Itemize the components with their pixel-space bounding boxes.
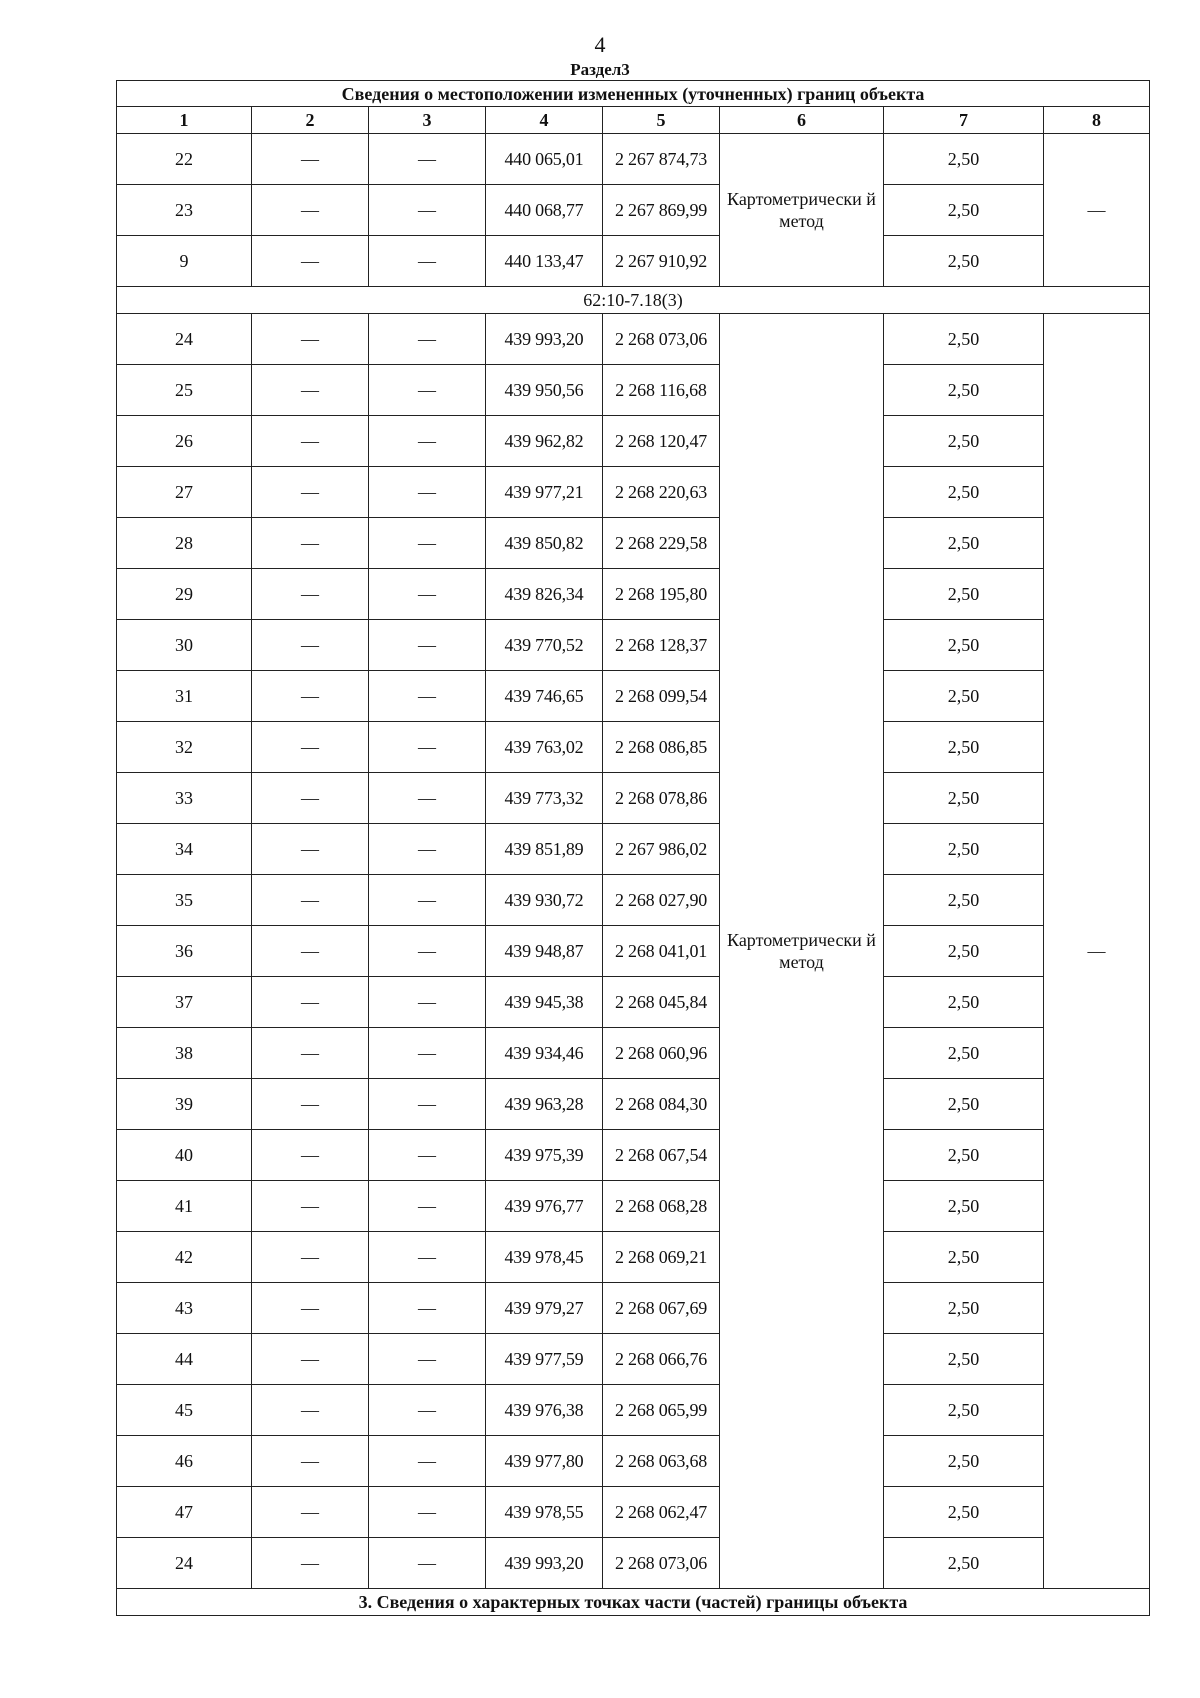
accuracy-cell: 2,50 (884, 134, 1044, 185)
x-coordinate-cell: 439 975,39 (486, 1130, 603, 1181)
y-coordinate-cell: 2 268 128,37 (603, 620, 720, 671)
x-coordinate-cell: 439 934,46 (486, 1028, 603, 1079)
column-2-cell: — (252, 773, 369, 824)
column-3-cell: — (369, 1538, 486, 1589)
column-header-8: 8 (1044, 107, 1150, 134)
accuracy-cell: 2,50 (884, 1385, 1044, 1436)
point-number-cell: 31 (117, 671, 252, 722)
accuracy-cell: 2,50 (884, 1079, 1044, 1130)
column-header-4: 4 (486, 107, 603, 134)
point-number-cell: 29 (117, 569, 252, 620)
boundary-points-table (116, 80, 1150, 1616)
column-3-cell: — (369, 875, 486, 926)
column-2-cell: — (252, 620, 369, 671)
point-number-cell: 42 (117, 1232, 252, 1283)
table-row (117, 1487, 1150, 1538)
point-number-cell: 27 (117, 467, 252, 518)
table-row (117, 1079, 1150, 1130)
point-number-cell: 24 (117, 314, 252, 365)
table-row (117, 518, 1150, 569)
x-coordinate-cell: 439 945,38 (486, 977, 603, 1028)
x-coordinate-cell: 440 133,47 (486, 236, 603, 287)
y-coordinate-cell: 2 268 067,54 (603, 1130, 720, 1181)
x-coordinate-cell: 439 978,55 (486, 1487, 603, 1538)
column-2-cell: — (252, 1079, 369, 1130)
y-coordinate-cell: 2 268 063,68 (603, 1436, 720, 1487)
accuracy-cell: 2,50 (884, 620, 1044, 671)
column-2-cell: — (252, 236, 369, 287)
table-row (117, 977, 1150, 1028)
column-2-cell: — (252, 977, 369, 1028)
x-coordinate-cell: 440 068,77 (486, 185, 603, 236)
y-coordinate-cell: 2 268 229,58 (603, 518, 720, 569)
column-2-cell: — (252, 722, 369, 773)
accuracy-cell: 2,50 (884, 1283, 1044, 1334)
table-row (117, 1436, 1150, 1487)
x-coordinate-cell: 439 979,27 (486, 1283, 603, 1334)
table-row (117, 620, 1150, 671)
table-row (117, 1334, 1150, 1385)
x-coordinate-cell: 439 850,82 (486, 518, 603, 569)
table-title: Сведения о местоположении измененных (уточненных) границ объекта (117, 81, 1150, 107)
column-3-cell: — (369, 1334, 486, 1385)
column-3-cell: — (369, 569, 486, 620)
point-number-cell: 28 (117, 518, 252, 569)
y-coordinate-cell: 2 268 195,80 (603, 569, 720, 620)
x-coordinate-cell: 439 976,77 (486, 1181, 603, 1232)
table-row (117, 185, 1150, 236)
y-coordinate-cell: 2 268 060,96 (603, 1028, 720, 1079)
column-header-row (117, 107, 1150, 134)
accuracy-cell: 2,50 (884, 1487, 1044, 1538)
y-coordinate-cell: 2 267 910,92 (603, 236, 720, 287)
table-row (117, 1232, 1150, 1283)
x-coordinate-cell: 439 773,32 (486, 773, 603, 824)
column-2-cell: — (252, 365, 369, 416)
column-3-cell: — (369, 467, 486, 518)
column-3-cell: — (369, 236, 486, 287)
column-2-cell: — (252, 1385, 369, 1436)
point-number-cell: 41 (117, 1181, 252, 1232)
column-header-6: 6 (720, 107, 884, 134)
point-number-cell: 47 (117, 1487, 252, 1538)
column-3-cell: — (369, 134, 486, 185)
accuracy-cell: 2,50 (884, 1232, 1044, 1283)
accuracy-cell: 2,50 (884, 416, 1044, 467)
x-coordinate-cell: 439 826,34 (486, 569, 603, 620)
point-number-cell: 40 (117, 1130, 252, 1181)
point-number-cell: 26 (117, 416, 252, 467)
x-coordinate-cell: 439 950,56 (486, 365, 603, 416)
column-2-cell: — (252, 134, 369, 185)
column-2-cell: — (252, 1538, 369, 1589)
method-cell: Картометрически й метод (720, 134, 884, 287)
column-3-cell: — (369, 1283, 486, 1334)
y-coordinate-cell: 2 268 099,54 (603, 671, 720, 722)
accuracy-cell: 2,50 (884, 773, 1044, 824)
accuracy-cell: 2,50 (884, 1538, 1044, 1589)
y-coordinate-cell: 2 268 086,85 (603, 722, 720, 773)
object-group-row (117, 287, 1150, 314)
accuracy-cell: 2,50 (884, 365, 1044, 416)
y-coordinate-cell: 2 268 041,01 (603, 926, 720, 977)
table-footer-row (117, 1589, 1150, 1616)
y-coordinate-cell: 2 268 065,99 (603, 1385, 720, 1436)
y-coordinate-cell: 2 268 220,63 (603, 467, 720, 518)
column-8-cell: — (1044, 314, 1150, 1589)
table-row (117, 416, 1150, 467)
y-coordinate-cell: 2 268 027,90 (603, 875, 720, 926)
y-coordinate-cell: 2 268 078,86 (603, 773, 720, 824)
accuracy-cell: 2,50 (884, 518, 1044, 569)
y-coordinate-cell: 2 267 869,99 (603, 185, 720, 236)
table-footer: 3. Сведения о характерных точках части (частей) границы объекта (117, 1589, 1150, 1616)
table-row (117, 1130, 1150, 1181)
column-2-cell: — (252, 1130, 369, 1181)
column-3-cell: — (369, 1028, 486, 1079)
column-3-cell: — (369, 926, 486, 977)
table-row (117, 875, 1150, 926)
y-coordinate-cell: 2 268 073,06 (603, 1538, 720, 1589)
column-header-3: 3 (369, 107, 486, 134)
table-row (117, 569, 1150, 620)
x-coordinate-cell: 439 963,28 (486, 1079, 603, 1130)
point-number-cell: 23 (117, 185, 252, 236)
x-coordinate-cell: 439 993,20 (486, 1538, 603, 1589)
y-coordinate-cell: 2 268 084,30 (603, 1079, 720, 1130)
table-row (117, 824, 1150, 875)
column-2-cell: — (252, 314, 369, 365)
column-header-7: 7 (884, 107, 1044, 134)
y-coordinate-cell: 2 268 116,68 (603, 365, 720, 416)
point-number-cell: 38 (117, 1028, 252, 1079)
point-number-cell: 35 (117, 875, 252, 926)
accuracy-cell: 2,50 (884, 824, 1044, 875)
method-cell: Картометрически й метод (720, 314, 884, 1589)
column-2-cell: — (252, 518, 369, 569)
column-2-cell: — (252, 1232, 369, 1283)
column-3-cell: — (369, 1181, 486, 1232)
column-2-cell: — (252, 1436, 369, 1487)
column-3-cell: — (369, 977, 486, 1028)
table-row (117, 1028, 1150, 1079)
y-coordinate-cell: 2 267 986,02 (603, 824, 720, 875)
column-3-cell: — (369, 416, 486, 467)
x-coordinate-cell: 439 976,38 (486, 1385, 603, 1436)
column-2-cell: — (252, 1487, 369, 1538)
table-row (117, 926, 1150, 977)
x-coordinate-cell: 439 763,02 (486, 722, 603, 773)
point-number-cell: 36 (117, 926, 252, 977)
object-group-label: 62:10-7.18(3) (117, 287, 1150, 314)
column-2-cell: — (252, 875, 369, 926)
table-row (117, 1538, 1150, 1589)
accuracy-cell: 2,50 (884, 569, 1044, 620)
column-3-cell: — (369, 1232, 486, 1283)
accuracy-cell: 2,50 (884, 1436, 1044, 1487)
table-row (117, 671, 1150, 722)
x-coordinate-cell: 439 930,72 (486, 875, 603, 926)
table-row (117, 1181, 1150, 1232)
y-coordinate-cell: 2 267 874,73 (603, 134, 720, 185)
table-row (117, 467, 1150, 518)
point-number-cell: 30 (117, 620, 252, 671)
column-3-cell: — (369, 365, 486, 416)
column-3-cell: — (369, 773, 486, 824)
table-row (117, 365, 1150, 416)
table-row (117, 1385, 1150, 1436)
column-3-cell: — (369, 1079, 486, 1130)
table-title-row (117, 81, 1150, 107)
column-3-cell: — (369, 722, 486, 773)
point-number-cell: 9 (117, 236, 252, 287)
x-coordinate-cell: 439 851,89 (486, 824, 603, 875)
accuracy-cell: 2,50 (884, 1028, 1044, 1079)
column-8-cell: — (1044, 134, 1150, 287)
column-3-cell: — (369, 671, 486, 722)
y-coordinate-cell: 2 268 066,76 (603, 1334, 720, 1385)
accuracy-cell: 2,50 (884, 926, 1044, 977)
accuracy-cell: 2,50 (884, 875, 1044, 926)
x-coordinate-cell: 439 746,65 (486, 671, 603, 722)
table-row (117, 134, 1150, 185)
column-3-cell: — (369, 1385, 486, 1436)
accuracy-cell: 2,50 (884, 236, 1044, 287)
point-number-cell: 22 (117, 134, 252, 185)
x-coordinate-cell: 440 065,01 (486, 134, 603, 185)
table-row (117, 1283, 1150, 1334)
point-number-cell: 39 (117, 1079, 252, 1130)
column-2-cell: — (252, 824, 369, 875)
point-number-cell: 43 (117, 1283, 252, 1334)
table-row (117, 773, 1150, 824)
x-coordinate-cell: 439 962,82 (486, 416, 603, 467)
y-coordinate-cell: 2 268 073,06 (603, 314, 720, 365)
y-coordinate-cell: 2 268 069,21 (603, 1232, 720, 1283)
table-row (117, 314, 1150, 365)
x-coordinate-cell: 439 977,59 (486, 1334, 603, 1385)
table-row (117, 722, 1150, 773)
y-coordinate-cell: 2 268 045,84 (603, 977, 720, 1028)
x-coordinate-cell: 439 977,21 (486, 467, 603, 518)
table-row (117, 236, 1150, 287)
point-number-cell: 24 (117, 1538, 252, 1589)
section-title: Раздел3 (570, 60, 630, 79)
accuracy-cell: 2,50 (884, 722, 1044, 773)
point-number-cell: 37 (117, 977, 252, 1028)
y-coordinate-cell: 2 268 120,47 (603, 416, 720, 467)
accuracy-cell: 2,50 (884, 977, 1044, 1028)
x-coordinate-cell: 439 993,20 (486, 314, 603, 365)
column-header-5: 5 (603, 107, 720, 134)
column-2-cell: — (252, 926, 369, 977)
y-coordinate-cell: 2 268 068,28 (603, 1181, 720, 1232)
page-number: 4 (594, 32, 606, 57)
column-header-2: 2 (252, 107, 369, 134)
column-2-cell: — (252, 671, 369, 722)
accuracy-cell: 2,50 (884, 1130, 1044, 1181)
accuracy-cell: 2,50 (884, 1334, 1044, 1385)
column-2-cell: — (252, 416, 369, 467)
y-coordinate-cell: 2 268 062,47 (603, 1487, 720, 1538)
column-3-cell: — (369, 185, 486, 236)
accuracy-cell: 2,50 (884, 671, 1044, 722)
column-3-cell: — (369, 620, 486, 671)
table-body (117, 81, 1150, 1616)
column-3-cell: — (369, 518, 486, 569)
point-number-cell: 45 (117, 1385, 252, 1436)
column-2-cell: — (252, 1028, 369, 1079)
y-coordinate-cell: 2 268 067,69 (603, 1283, 720, 1334)
column-3-cell: — (369, 1130, 486, 1181)
accuracy-cell: 2,50 (884, 185, 1044, 236)
column-2-cell: — (252, 1334, 369, 1385)
column-2-cell: — (252, 1283, 369, 1334)
column-2-cell: — (252, 1181, 369, 1232)
accuracy-cell: 2,50 (884, 314, 1044, 365)
column-3-cell: — (369, 314, 486, 365)
accuracy-cell: 2,50 (884, 467, 1044, 518)
column-3-cell: — (369, 1487, 486, 1538)
column-2-cell: — (252, 569, 369, 620)
accuracy-cell: 2,50 (884, 1181, 1044, 1232)
column-2-cell: — (252, 185, 369, 236)
point-number-cell: 34 (117, 824, 252, 875)
column-2-cell: — (252, 467, 369, 518)
point-number-cell: 33 (117, 773, 252, 824)
x-coordinate-cell: 439 977,80 (486, 1436, 603, 1487)
x-coordinate-cell: 439 770,52 (486, 620, 603, 671)
point-number-cell: 25 (117, 365, 252, 416)
column-3-cell: — (369, 824, 486, 875)
point-number-cell: 32 (117, 722, 252, 773)
point-number-cell: 46 (117, 1436, 252, 1487)
column-header-1: 1 (117, 107, 252, 134)
x-coordinate-cell: 439 978,45 (486, 1232, 603, 1283)
point-number-cell: 44 (117, 1334, 252, 1385)
x-coordinate-cell: 439 948,87 (486, 926, 603, 977)
column-3-cell: — (369, 1436, 486, 1487)
